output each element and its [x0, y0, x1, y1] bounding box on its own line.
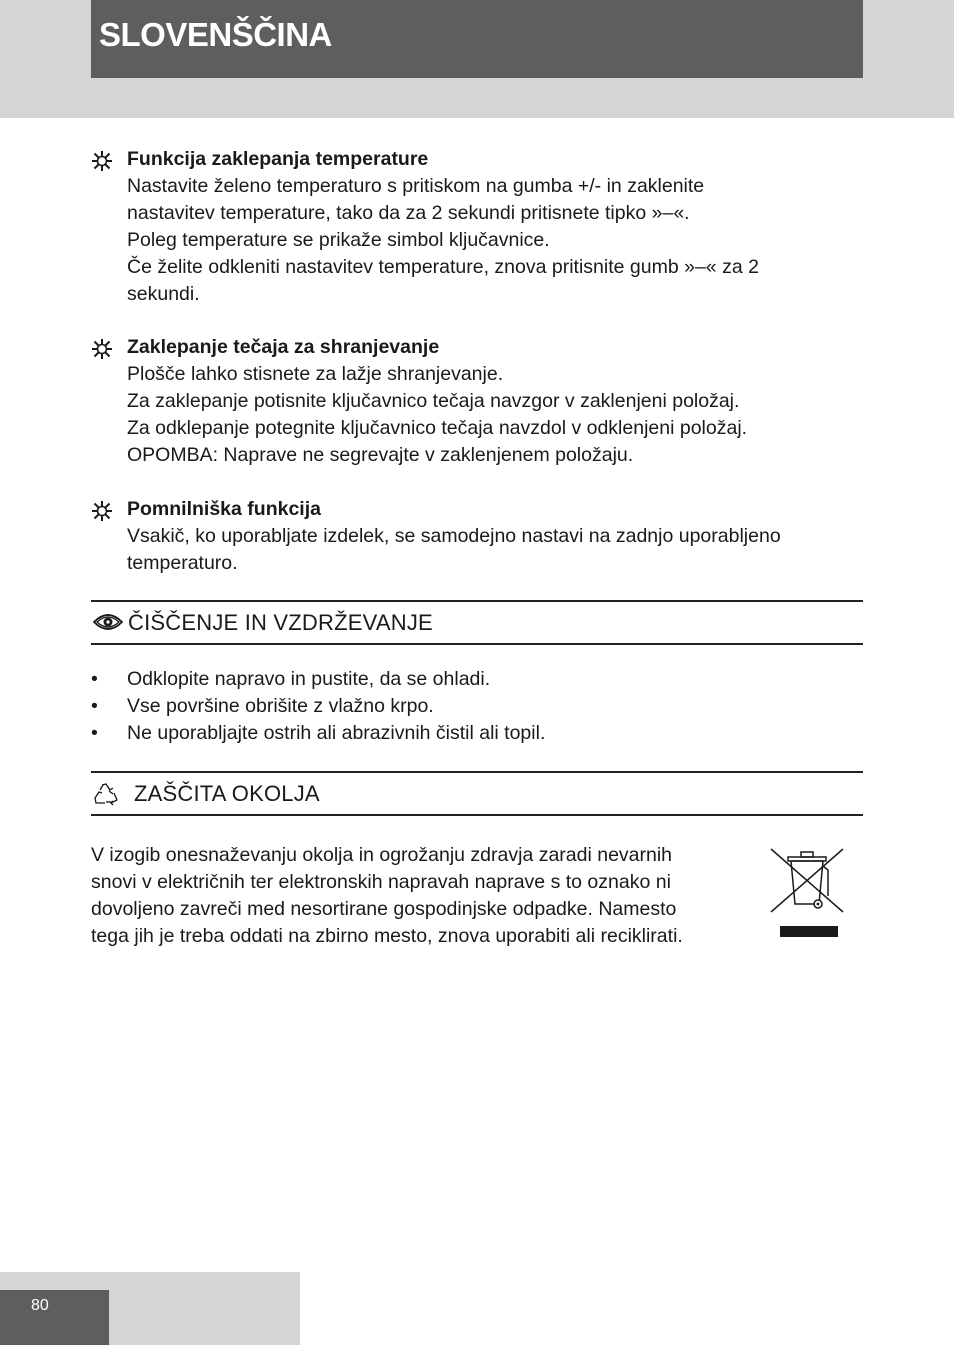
list-item	[91, 720, 863, 747]
feature-text-line: temperaturo.	[127, 552, 238, 574]
paragraph-line: dovoljeno zavreči med nesortirane gospodinjske odpadke. Namesto	[91, 898, 677, 920]
feature-memory	[91, 496, 863, 577]
feature-text-line: Nastavite želeno temperaturo s pritiskom na gumba +/- in zaklenite	[127, 175, 705, 197]
section-header-cleaning	[91, 600, 863, 645]
eye-icon	[93, 611, 123, 633]
feature-text-line: nastavitev temperature, tako da za 2 sekundi pritisnete tipko »–«.	[127, 202, 690, 224]
page-number-box	[0, 1290, 109, 1345]
feature-temperature-lock	[91, 146, 863, 308]
paragraph-line: snovi v električnih ter elektronskih napravah naprave s to oznako ni	[91, 871, 671, 893]
bullet-marker: •	[91, 722, 98, 744]
feature-text-line: OPOMBA: Naprave ne segrevajte v zaklenjenem položaju.	[127, 444, 634, 466]
list-item-text: Vse površine obrišite z vlažno krpo.	[127, 695, 434, 717]
feature-title: Funkcija zaklepanja temperature	[127, 148, 429, 170]
section-title: ČIŠČENJE IN VZDRŽEVANJE	[128, 610, 433, 635]
feature-text-line: sekundi.	[127, 283, 200, 305]
list-item-text: Odklopite napravo in pustite, da se ohladi.	[127, 668, 491, 690]
feature-title: Pomnilniška funkcija	[127, 498, 321, 520]
feature-text-line: Za odklepanje potegnite ključavnico tečaja navzdol v odklenjeni položaj.	[127, 417, 748, 439]
star-bullet-icon	[91, 338, 113, 360]
feature-text-line: Vsakič, ko uporabljate izdelek, se samodejno nastavi na zadnjo uporabljeno	[127, 525, 781, 547]
feature-text-line: Poleg temperature se prikaže simbol ključavnice.	[127, 229, 550, 251]
list-item	[91, 693, 863, 720]
paragraph-line: V izogib onesnaževanju okolja in ogrožanju zdravja zaradi nevarnih	[91, 844, 673, 866]
list-item	[91, 666, 863, 693]
star-bullet-icon	[91, 500, 113, 522]
bullet-marker: •	[91, 695, 98, 717]
recycle-icon	[93, 782, 119, 806]
page-title: SLOVENŠČINA	[99, 16, 332, 53]
environment-paragraph	[91, 842, 761, 950]
cleaning-list	[91, 666, 863, 747]
feature-text-line: Če želite odkleniti nastavitev temperature, znova pritisnite gumb »–« za 2	[127, 256, 759, 278]
paragraph-line: tega jih je treba oddati na zbirno mesto, znova uporabiti ali reciklirati.	[91, 925, 683, 947]
section-title: ZAŠČITA OKOLJA	[134, 781, 320, 806]
feature-hinge-lock	[91, 334, 863, 469]
section-header-environment	[91, 771, 863, 816]
header-title-box	[91, 0, 863, 78]
feature-text-line: Plošče lahko stisnete za lažje shranjevanje.	[127, 363, 504, 385]
list-item-text: Ne uporabljajte ostrih ali abrazivnih čistil ali topil.	[127, 722, 546, 744]
feature-title: Zaklepanje tečaja za shranjevanje	[127, 336, 440, 358]
star-bullet-icon	[91, 150, 113, 172]
crossed-out-wheelie-bin-icon	[768, 846, 846, 940]
bullet-marker: •	[91, 668, 98, 690]
feature-text-line: Za zaklepanje potisnite ključavnico tečaja navzgor v zaklenjeni položaj.	[127, 390, 740, 412]
page-number: 80	[31, 1297, 49, 1314]
